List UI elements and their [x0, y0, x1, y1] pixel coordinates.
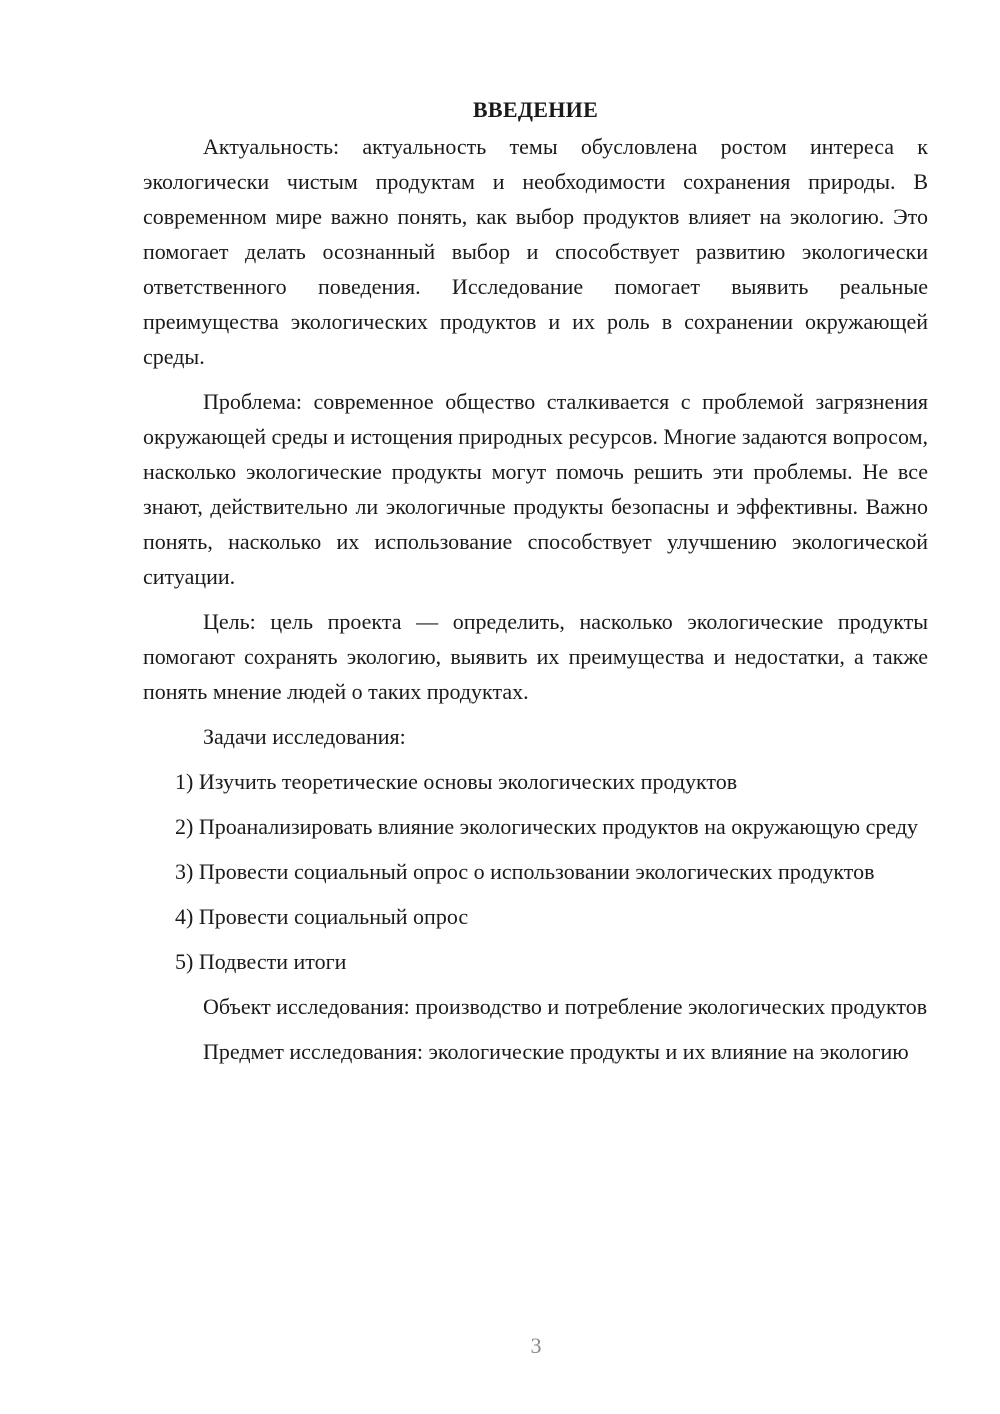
list-item: 1) Изучить теоретические основы экологических продуктов: [175, 769, 738, 794]
list-item: 3) Провести социальный опрос о использовании экологических продуктов: [175, 859, 875, 884]
tasks-title: Задачи исследования:: [203, 724, 406, 749]
list-item: 5) Подвести итоги: [175, 949, 347, 974]
paragraph-object: Объект исследования: производство и потребление экологических продуктов: [203, 994, 928, 1019]
paragraph-problem: Проблема: современное общество сталкивается с проблемой загрязнения окружающей среды и истощения природных ресурсов. Многие задаются вопросом, насколько экологические продукты могут помочь решить эти проблемы. Не все знают, действительно ли экологичные продукты безопасны и эффективны. Важно понять, насколько их использование способствует улучшению экологической ситуации.: [143, 389, 928, 589]
document-page: [143, 92, 928, 1079]
tasks-list: [143, 764, 928, 979]
list-item: 4) Провести социальный опрос: [175, 904, 469, 929]
paragraph-goal: Цель: цель проекта — определить, насколько экологические продукты помогают сохранять экологию, выявить их преимущества и недостатки, а также понять мнение людей о таких продуктах.: [143, 609, 928, 704]
paragraph-relevance: Актуальность: актуальность темы обусловлена ростом интереса к экологически чистым продуктам и необходимости сохранения природы. В современном мире важно понять, как выбор продуктов влияет на экологию. Это помогает делать осознанный выбор и способствует развитию экологически ответственного поведения. Исследование помогает выявить реальные преимущества экологических продуктов и их роль в сохранении окружающей среды.: [143, 134, 928, 369]
page-number: 3: [530, 1333, 542, 1358]
page-title: ВВЕДЕНИЕ: [472, 97, 599, 122]
paragraph-subject: Предмет исследования: экологические продукты и их влияние на экологию: [203, 1039, 909, 1064]
list-item: 2) Проанализировать влияние экологических продуктов на окружающую среду: [175, 814, 919, 839]
